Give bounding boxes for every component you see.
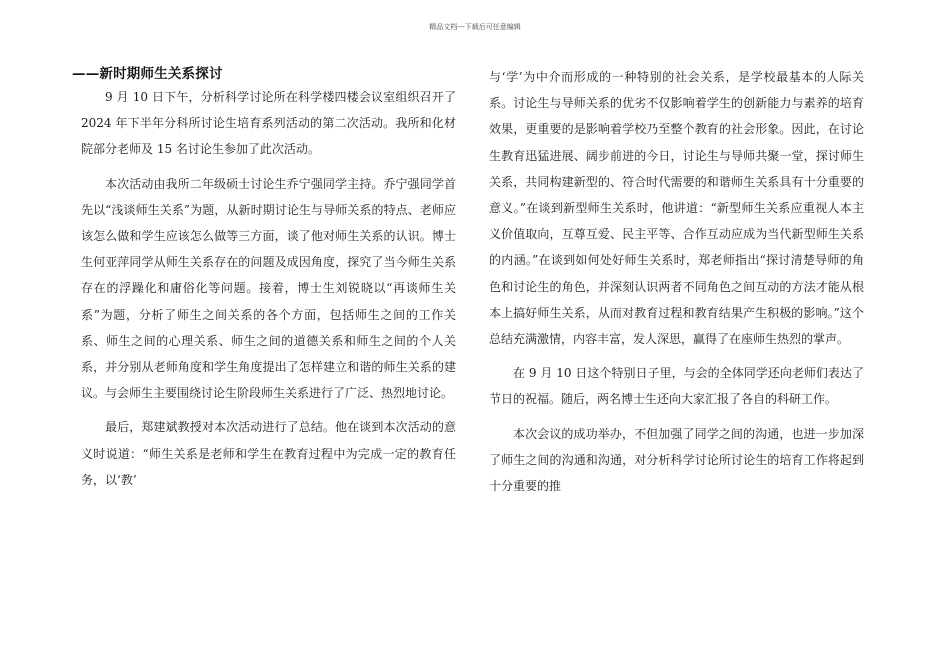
paragraph-summary-start: 最后，郑建斌教授对本次活动进行了总结。他在谈到本次活动的意义时说道：“师生关系是老师和学生在教育过程中为完成一定的教育任务，以‘教’ — [81, 420, 456, 487]
paragraph-intro: 9 月 10 日下午，分析科学讨论所在科学楼四楼会议室组织召开了 2024 年下半年分科所讨论生培育系列活动的第二次活动。我所和化材院部分老师及 15 名讨论生参加了此次活动。 — [81, 90, 456, 157]
left-column — [72, 64, 456, 493]
right-column — [489, 64, 864, 499]
paragraph-summary-continued: 与‘学’为中介而形成的一种特别的社会关系，是学校最基本的人际关系。讨论生与导师关系的优劣不仅影响着学生的创新能力与素养的培育效果，更重要的是影响着学校乃至整个教育的社会形象。因此，在讨论生教育迅猛进展、阔步前进的今日，讨论生与导师共聚一堂，探讨师生关系，共同构建新型的、符合时代需要的和谐师生关系具有十分重要的意义。”在谈到新型师生关系时，他讲道：“新型师生关系应重视人本主义价值取向，互尊互爱、民主平等、合作互动应成为当代新型师生关系的内涵。”在谈到如何处好师生关系时，郑老师指出“探讨清楚导师的角色和讨论生的角色，并深刻认识两者不同角色之间互动的方法才能从根本上搞好师生关系，从而对教育过程和教育结果产生积极的影响。”这个总结充满激情，内容丰富，发人深思，赢得了在座师生热烈的掌声。 — [489, 70, 864, 347]
paragraph-conclusion: 本次会议的成功举办，不但加强了同学之间的沟通，也进一步加深了师生之间的沟通和沟通，对分析科学讨论所讨论生的培育工作将起到十分重要的推 — [489, 426, 864, 494]
paragraph-festival: 在 9 月 10 日这个特别日子里，与会的全体同学还向老师们表达了节日的祝福。随后，两名博士生还向大家汇报了各自的科研工作。 — [489, 366, 864, 407]
article-title: ——新时期师生关系探讨 — [72, 66, 223, 82]
paragraph-activity: 本次活动由我所二年级硕士讨论生乔宁强同学主持。乔宁强同学首先以“浅谈师生关系”为题，从新时期讨论生与导师关系的特点、老师应该怎么做和学生应该怎么做等三方面，谈了他对师生关系的认识。博士生何亚萍同学从师生关系存在的问题及成因角度，探究了当今师生关系存在的浮躁化和庸俗化等问题。接着，博士生刘锐晓以“再谈师生关系”为题，分析了师生之间关系的各个方面，包括师生之间的工作关系、师生之间的心理关系、师生之间的道德关系和师生之间的个人关系，并分别从老师角度和学生角度提出了怎样建立和谐的师生关系的建议。与会师生主要围绕讨论生阶段师生关系进行了广泛、热烈地讨论。 — [81, 176, 456, 401]
page-header: 精品文档---下载后可任意编辑 — [429, 23, 521, 31]
